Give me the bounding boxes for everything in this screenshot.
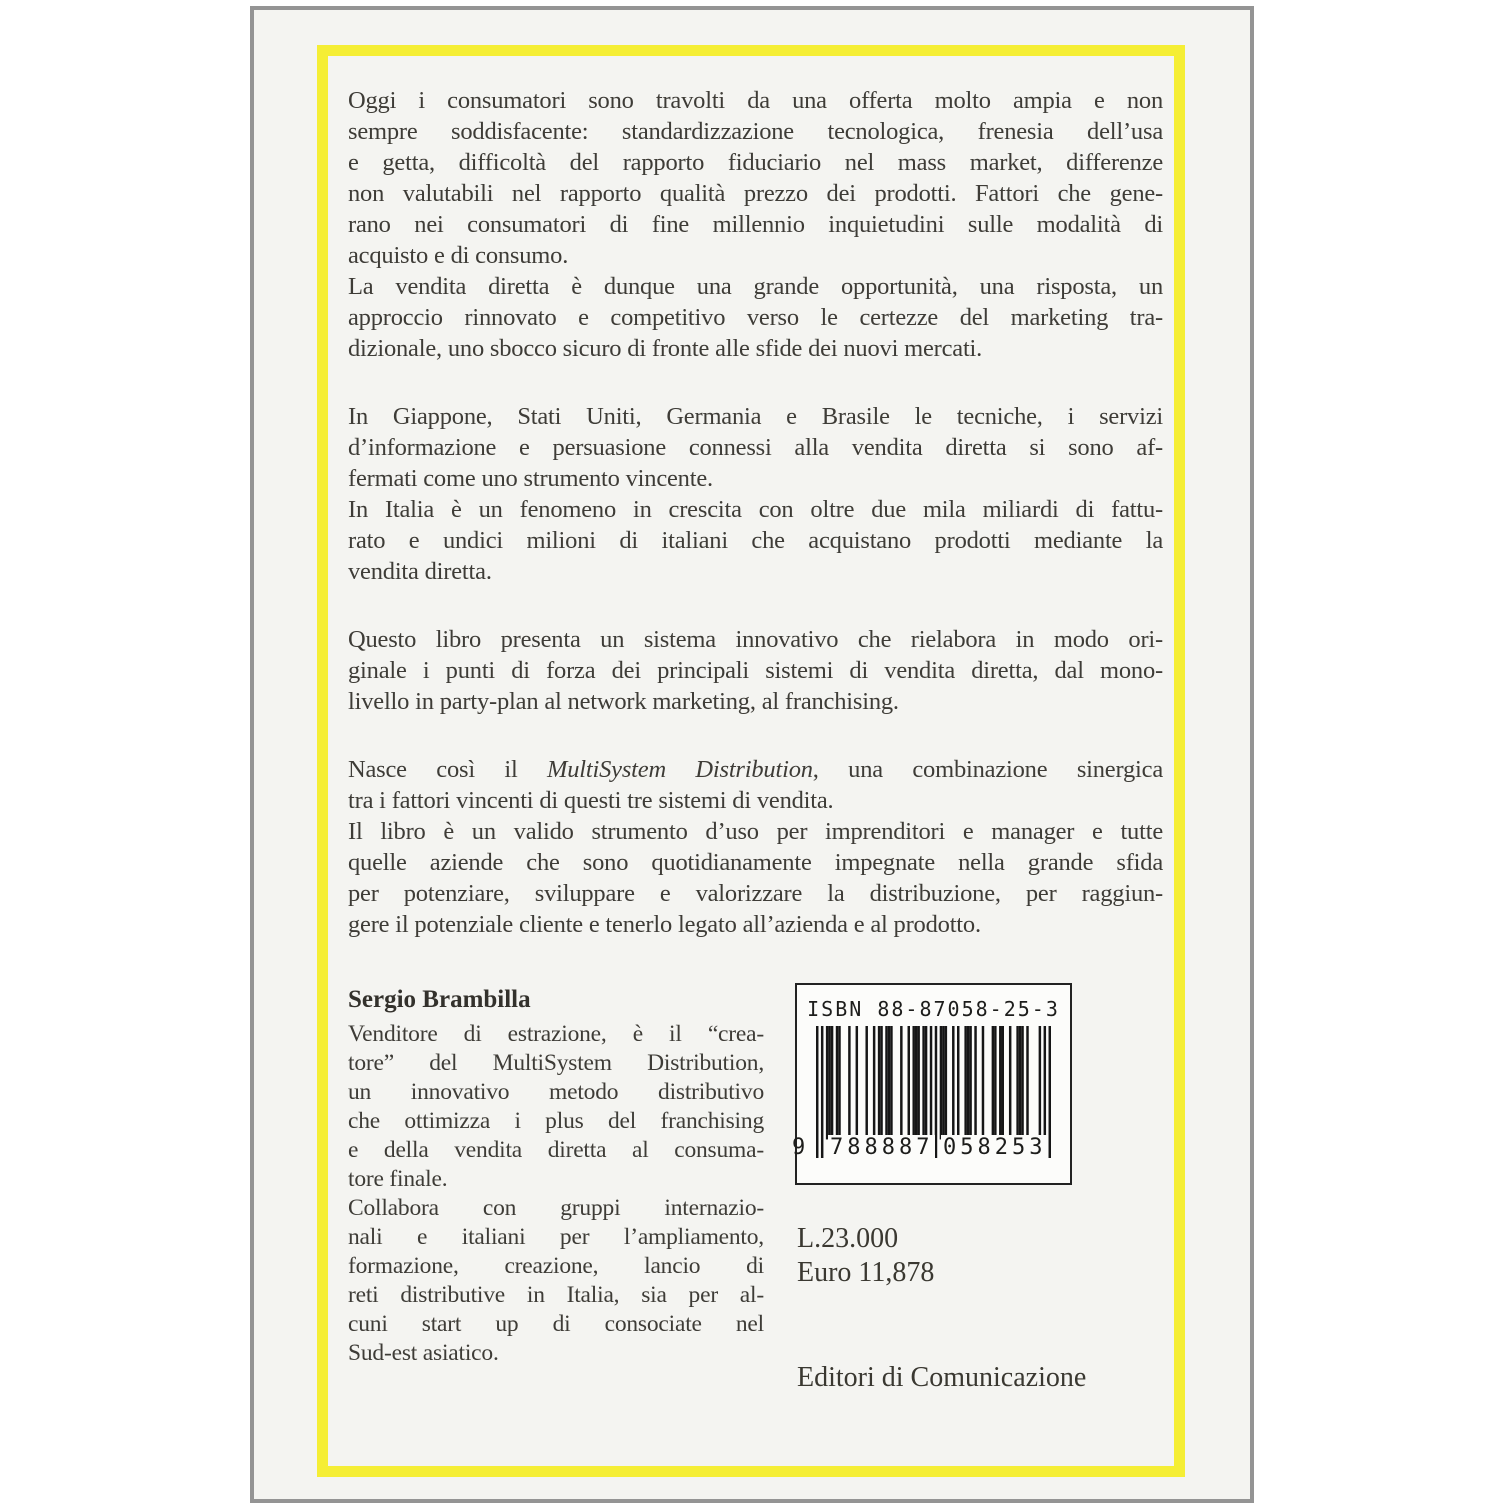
author-section [348,985,764,1368]
text-line: Nasce così il MultiSystem Distribution, una combinazione sinergica [348,756,1163,783]
blurb [348,85,1163,977]
text-line: tore finale. [348,1166,448,1192]
text-line: approccio rinnovato e competitivo verso le certezze del marketing tra- [348,304,1163,331]
isbn-label: ISBN 88-87058-25-3 [807,997,1060,1021]
barcode-digit-group2: 058253 [943,1135,1047,1160]
text-line: gere il potenziale cliente e tenerlo legato all’azienda e al prodotto. [348,911,981,938]
text-line: e getta, difficoltà del rapporto fiduciario nel mass market, differenze [348,149,1163,176]
text-line: cuni start up di consociate nel [348,1311,764,1337]
text-line: d’informazione e persuasione connessi alla vendita diretta si sono af- [348,434,1163,461]
author-name: Sergio Brambilla [348,986,531,1013]
barcode-digit-left: 9 [792,1135,810,1160]
text-line: che ottimizza i plus del franchising [348,1108,764,1134]
blurb-block [348,85,1163,364]
text-line: formazione, creazione, lancio di [348,1253,764,1279]
price-lire: L.23.000 [797,1223,899,1254]
text-line: reti distributive in Italia, sia per al- [348,1282,764,1308]
text-line: fermati come uno strumento vincente. [348,465,713,492]
barcode-digit-group1: 788887 [830,1135,934,1160]
barcode [792,1026,1051,1166]
text-line: Venditore di estrazione, è il “crea- [348,1021,764,1047]
text-line: Oggi i consumatori sono travolti da una offerta molto ampia e non [348,87,1163,114]
text-line: un innovativo metodo distributivo [348,1079,764,1105]
text-line: ginale i punti di forza dei principali sistemi di vendita diretta, dal mono- [348,657,1163,684]
price-block [797,1222,934,1290]
barcode-box [792,983,1072,1185]
text-line: nali e italiani per l’ampliamento, [348,1224,764,1250]
text-line: vendita diretta. [348,558,492,585]
blurb-block [348,624,1163,717]
text-line: e della vendita diretta al consuma- [348,1137,764,1163]
text-line: tra i fattori vincenti di questi tre sistemi di vendita. [348,787,834,814]
book-back-cover [250,6,1254,1503]
text-line: dizionale, uno sbocco sicuro di fronte alle sfide dei nuovi mercati. [348,335,983,362]
barcode-digits [792,1135,1051,1163]
text-line: Questo libro presenta un sistema innovativo che rielabora in modo ori- [348,626,1163,653]
text-line: In Italia è un fenomeno in crescita con oltre due mila miliardi di fattu- [348,496,1163,523]
text-line: tore” del MultiSystem Distribution, [348,1050,764,1076]
price-euro: Euro 11,878 [797,1257,935,1288]
text-line: rato e undici milioni di italiani che acquistano prodotti mediante la [348,527,1163,554]
text-line: per potenziare, sviluppare e valorizzare la distribuzione, per raggiun- [348,880,1163,907]
publisher-name: Editori di Comunicazione [797,1362,1087,1393]
text-line: livello in party-plan al network marketing, al franchising. [348,688,899,715]
text-line: acquisto e di consumo. [348,242,569,269]
text-line: La vendita diretta è dunque una grande opportunità, una risposta, un [348,273,1163,300]
author-bio [348,1020,764,1368]
text-line: In Giappone, Stati Uniti, Germania e Brasile le tecniche, i servizi [348,403,1163,430]
text-line: sempre soddisfacente: standardizzazione tecnologica, frenesia dell’usa [348,118,1163,145]
text-line: Collabora con gruppi internazio- [348,1195,764,1221]
text-line: non valutabili nel rapporto qualità prezzo dei prodotti. Fattori che gene- [348,180,1163,207]
text-line: Il libro è un valido strumento d’uso per imprenditori e manager e tutte [348,818,1163,845]
blurb-block [348,401,1163,587]
text-line: quelle aziende che sono quotidianamente impegnate nella grande sfida [348,849,1163,876]
text-line: rano nei consumatori di fine millennio inquietudini sulle modalità di [348,211,1163,238]
blurb-block [348,754,1163,940]
text-line: Sud-est asiatico. [348,1340,499,1366]
